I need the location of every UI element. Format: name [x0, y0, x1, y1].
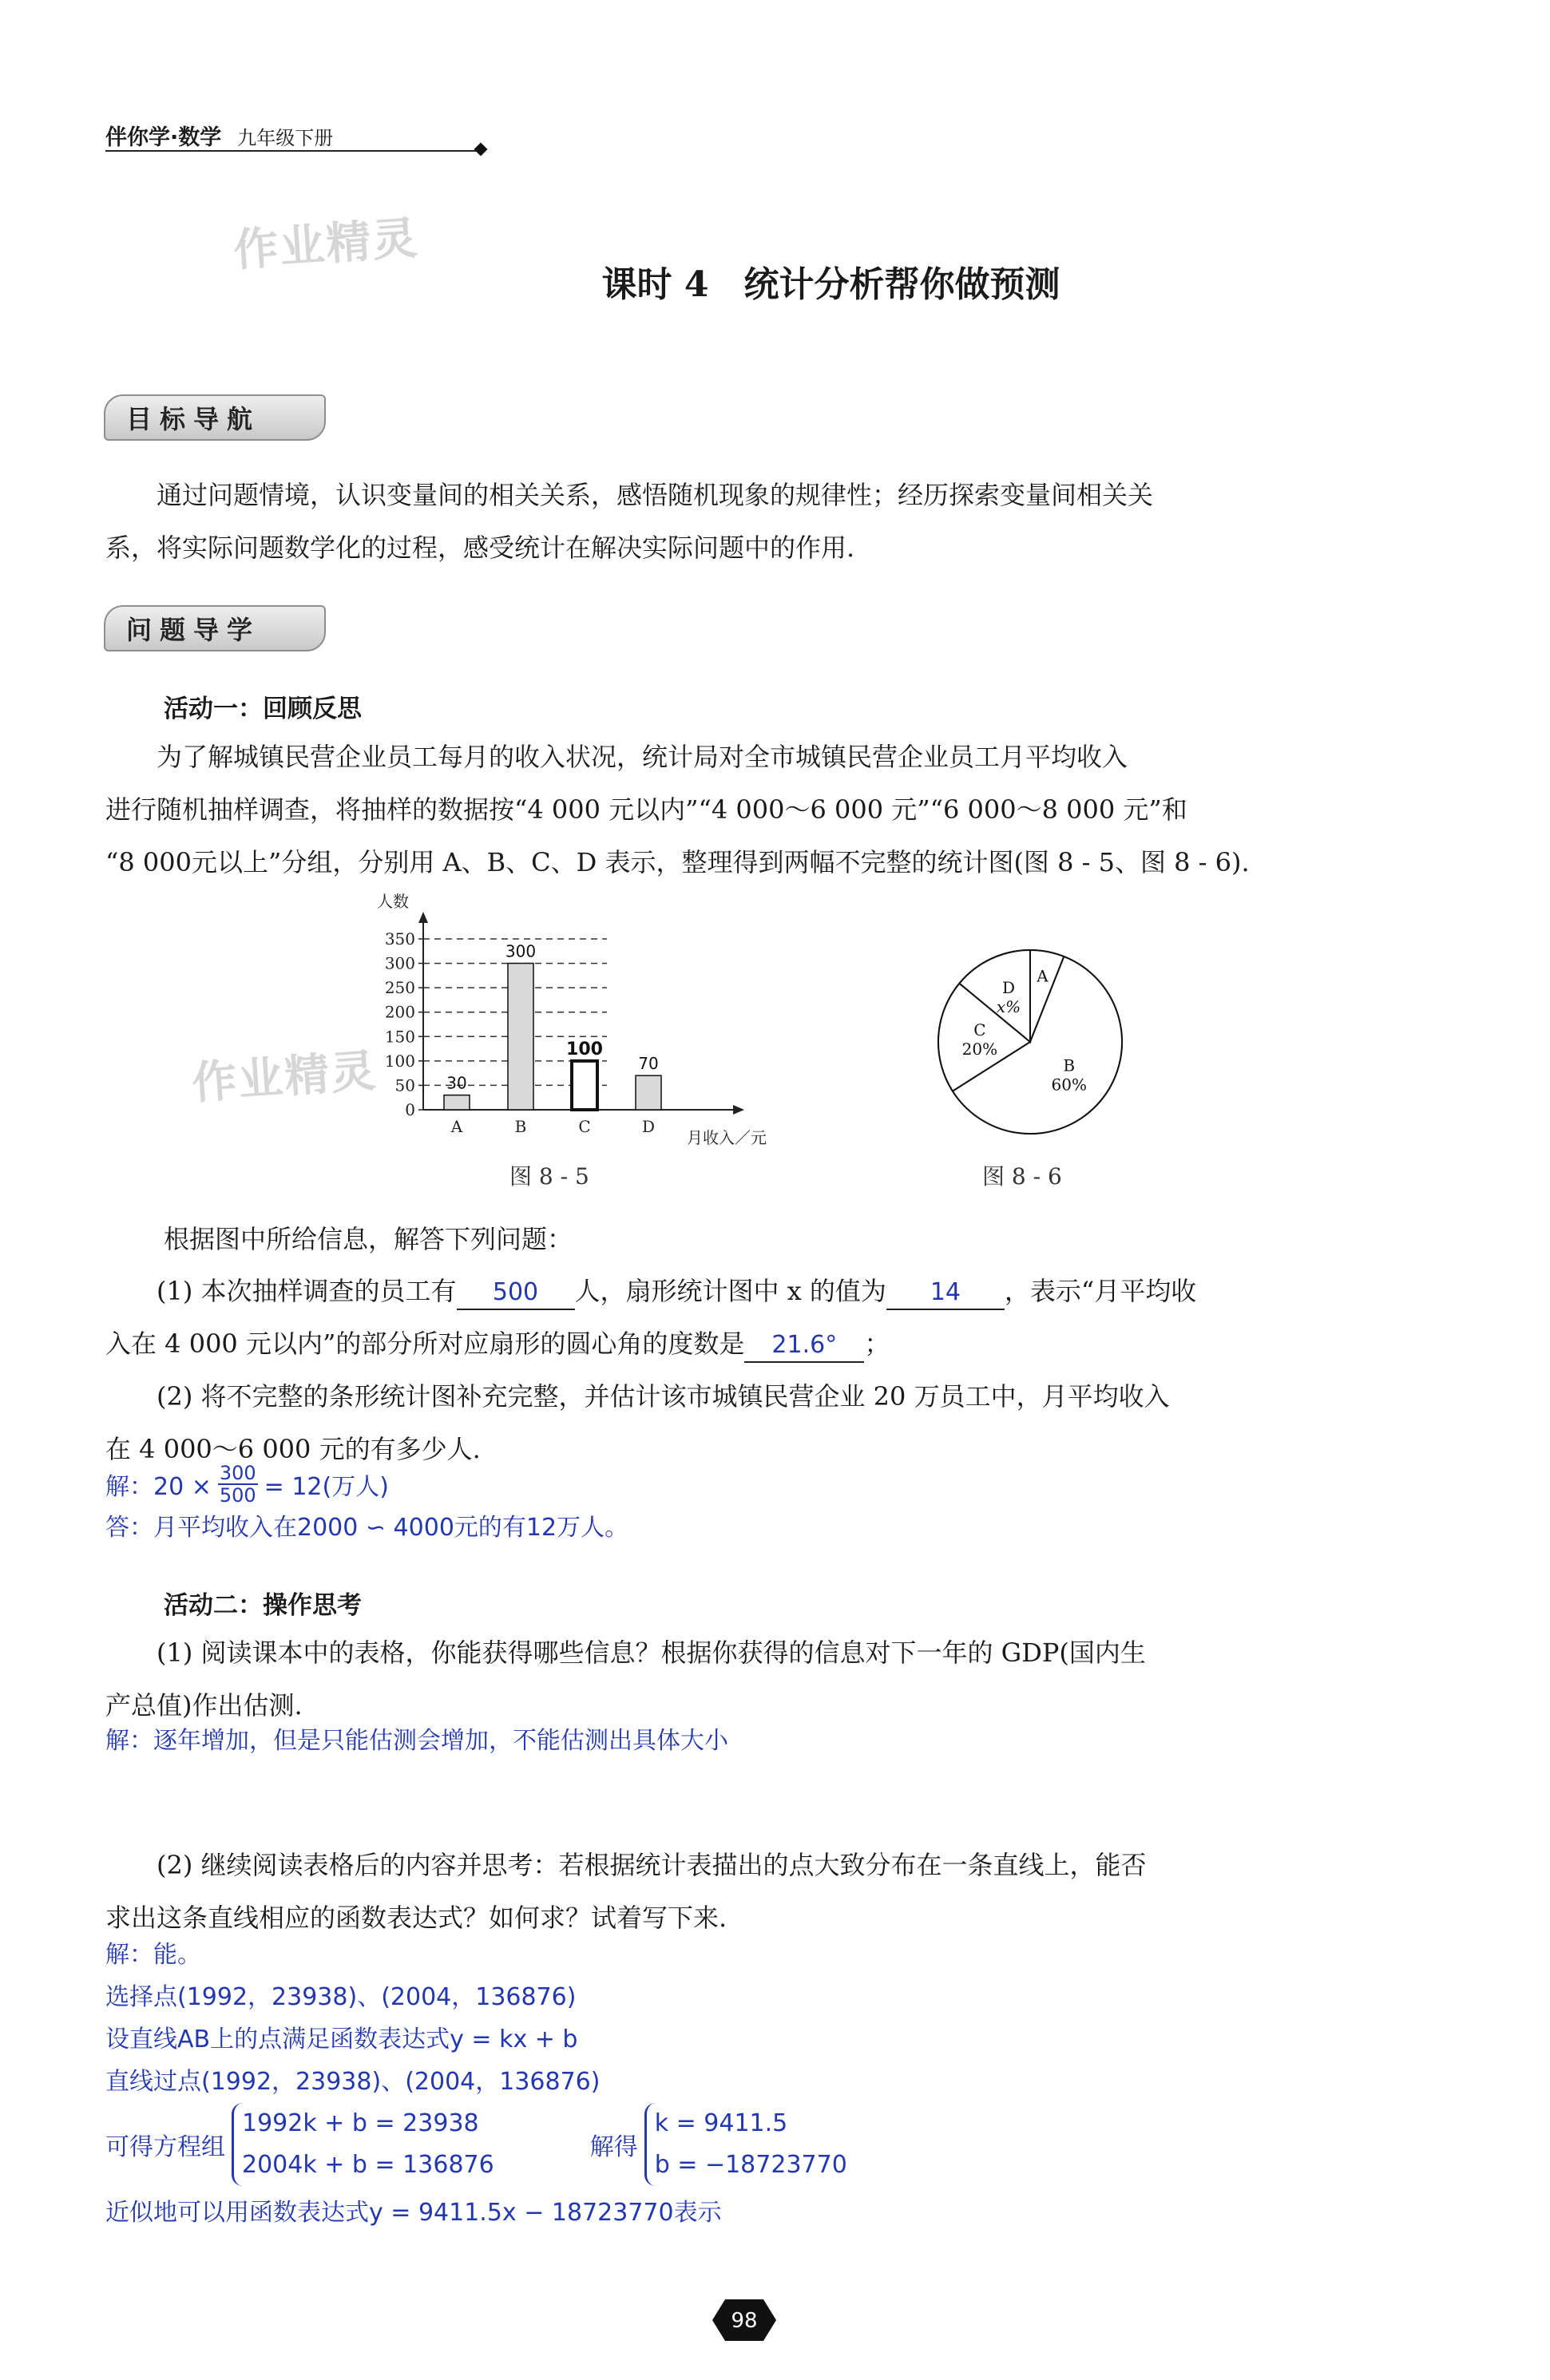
y-tick-label: 100: [384, 1051, 415, 1071]
activity1-problem: 为了解城镇民营企业员工每月的收入状况，统计局对全市城镇民营企业员工月平均收入 进行随机抽样调查，将抽样的数据按“4 000 元以内”“4 000～6 000 元”“6 000～8 000 元”和 “8 000元以上”分组，分别用 A、B、C、D 表示，整理得到两幅不完整的统计图(图 8 - 5、图 8 - 6).: [105, 742, 1250, 877]
category-label: A: [450, 1117, 463, 1136]
activity2-heading: 活动二：操作思考: [164, 1591, 362, 1620]
y-axis-label: 人数: [377, 893, 409, 911]
watermark: 作业精灵: [232, 212, 421, 278]
category-label: C: [578, 1117, 591, 1136]
pie-slice-percent: x%: [996, 996, 1021, 1016]
grade-label: 九年级下册: [237, 127, 334, 149]
activity1-intro: 根据图中所给信息，解答下列问题：: [164, 1224, 573, 1254]
y-axis-arrow-icon: [418, 912, 428, 923]
y-tick-label: 250: [384, 978, 415, 998]
solution-line2: 答：月平均收入在2000 ∽ 4000元的有12万人。: [105, 1514, 629, 1542]
x-axis-arrow-icon: [733, 1105, 744, 1115]
goal-paragraph: 通过问题情境，认识变量间的相关关系，感悟随机现象的规律性；经历探索变量间相关关 系，将实际问题数学化的过程，感受统计在解决实际问题中的作用.: [105, 480, 1154, 563]
page-number: 98: [731, 2309, 758, 2333]
final-expression: 近似地可以用函数表达式y = 9411.5x − 18723770表示: [105, 2199, 722, 2227]
bar-d: [636, 1075, 661, 1110]
activity2-answer1: 解：逐年增加，但是只能估测会增加，不能估测出具体大小: [105, 1727, 728, 1755]
solution-system: k = 9411.5 b = −18723770: [644, 2103, 847, 2186]
bar-value-label: 70: [638, 1054, 659, 1074]
category-label: B: [514, 1117, 527, 1136]
figure-caption-8-5: 图 8 - 5: [509, 1163, 589, 1190]
activity2-solution: 解：能。 选择点(1992，23938)、(2004，136876) 设直线AB上的点满足函数表达式y = kx + b 直线过点(1992，23938)、(2004，136876): [105, 1941, 601, 2096]
pie-slice-percent: 60%: [1051, 1075, 1087, 1095]
lesson-title: 课时 4 统计分析帮你做预测: [601, 264, 1060, 305]
pie-slice-label: C: [973, 1020, 986, 1040]
x-axis-label: 月收入／元: [687, 1128, 767, 1147]
solution-line1: 解：20 × $\frac{300}{500}$ = 12(万人): [105, 1462, 389, 1507]
activity1-heading: 活动一：回顾反思: [164, 695, 362, 723]
activity1-question1: (1) 本次抽样调查的员工有 500 人，扇形统计图中 x 的值为 14 ，表示“月平均收 入在 4 000 元以内”的部分所对应扇形的圆心角的度数是 21.6° ；: [105, 1265, 1399, 1370]
watermark: 作业精灵: [190, 1044, 379, 1111]
pie-chart: [922, 942, 1138, 1142]
pie-slice-label: D: [1002, 977, 1016, 997]
book-title: 伴你学·数学: [105, 125, 222, 150]
header-rule: [105, 150, 481, 152]
equation-system-line: 可得方程组 1992k + b = 23938 2004k + b = 136876 解得 k = 9411.5 b = −18723770: [105, 2103, 847, 2186]
answer-blank-total[interactable]: 500: [457, 1277, 575, 1310]
bar-value-label: 300: [505, 941, 537, 961]
diamond-icon: [474, 143, 488, 156]
bar-value-label: 30: [446, 1073, 467, 1093]
fraction: $\frac{300}{500}$: [219, 1462, 256, 1507]
section-goal-tag: 目标导航: [104, 394, 326, 441]
answer-blank-angle[interactable]: 21.6°: [744, 1329, 864, 1363]
y-tick-label: 300: [384, 953, 415, 973]
bar-chart: [335, 893, 783, 1148]
figure-caption-8-6: 图 8 - 6: [982, 1163, 1062, 1190]
y-tick-label: 0: [405, 1100, 415, 1119]
bar-c: [572, 1061, 597, 1110]
bar-a: [444, 1095, 470, 1110]
section-guide-tag: 问题导学: [104, 605, 326, 651]
y-tick-label: 200: [384, 1002, 415, 1022]
category-label: D: [641, 1117, 656, 1136]
bar-b: [508, 964, 533, 1110]
pie-slice-label: A: [1037, 966, 1049, 986]
pie-slice-percent: 20%: [961, 1040, 998, 1059]
bar-value-label: 100: [566, 1039, 603, 1059]
y-tick-label: 50: [394, 1075, 415, 1095]
activity2-question2: (2) 继续阅读表格后的内容并思考：若根据统计表描出的点大致分布在一条直线上，能否 求出这条直线相应的函数表达式？如何求？试着写下来.: [105, 1850, 1147, 1933]
y-tick-label: 350: [384, 929, 415, 948]
y-tick-label: 150: [384, 1027, 415, 1047]
pie-slice-label: B: [1063, 1055, 1076, 1075]
activity2-question1: (1) 阅读课本中的表格，你能获得哪些信息？根据你获得的信息对下一年的 GDP(国内生 产总值)作出估测.: [105, 1637, 1146, 1721]
page-number-badge: [712, 2299, 776, 2341]
book-header: [105, 120, 333, 151]
answer-blank-x[interactable]: 14: [886, 1277, 1005, 1310]
activity1-question2: (2) 将不完整的条形统计图补充完整，并估计该市城镇民营企业 20 万员工中，月平均收入 在 4 000～6 000 元的有多少人.: [105, 1381, 1170, 1464]
equation-system: 1992k + b = 23938 2004k + b = 136876: [232, 2103, 494, 2186]
